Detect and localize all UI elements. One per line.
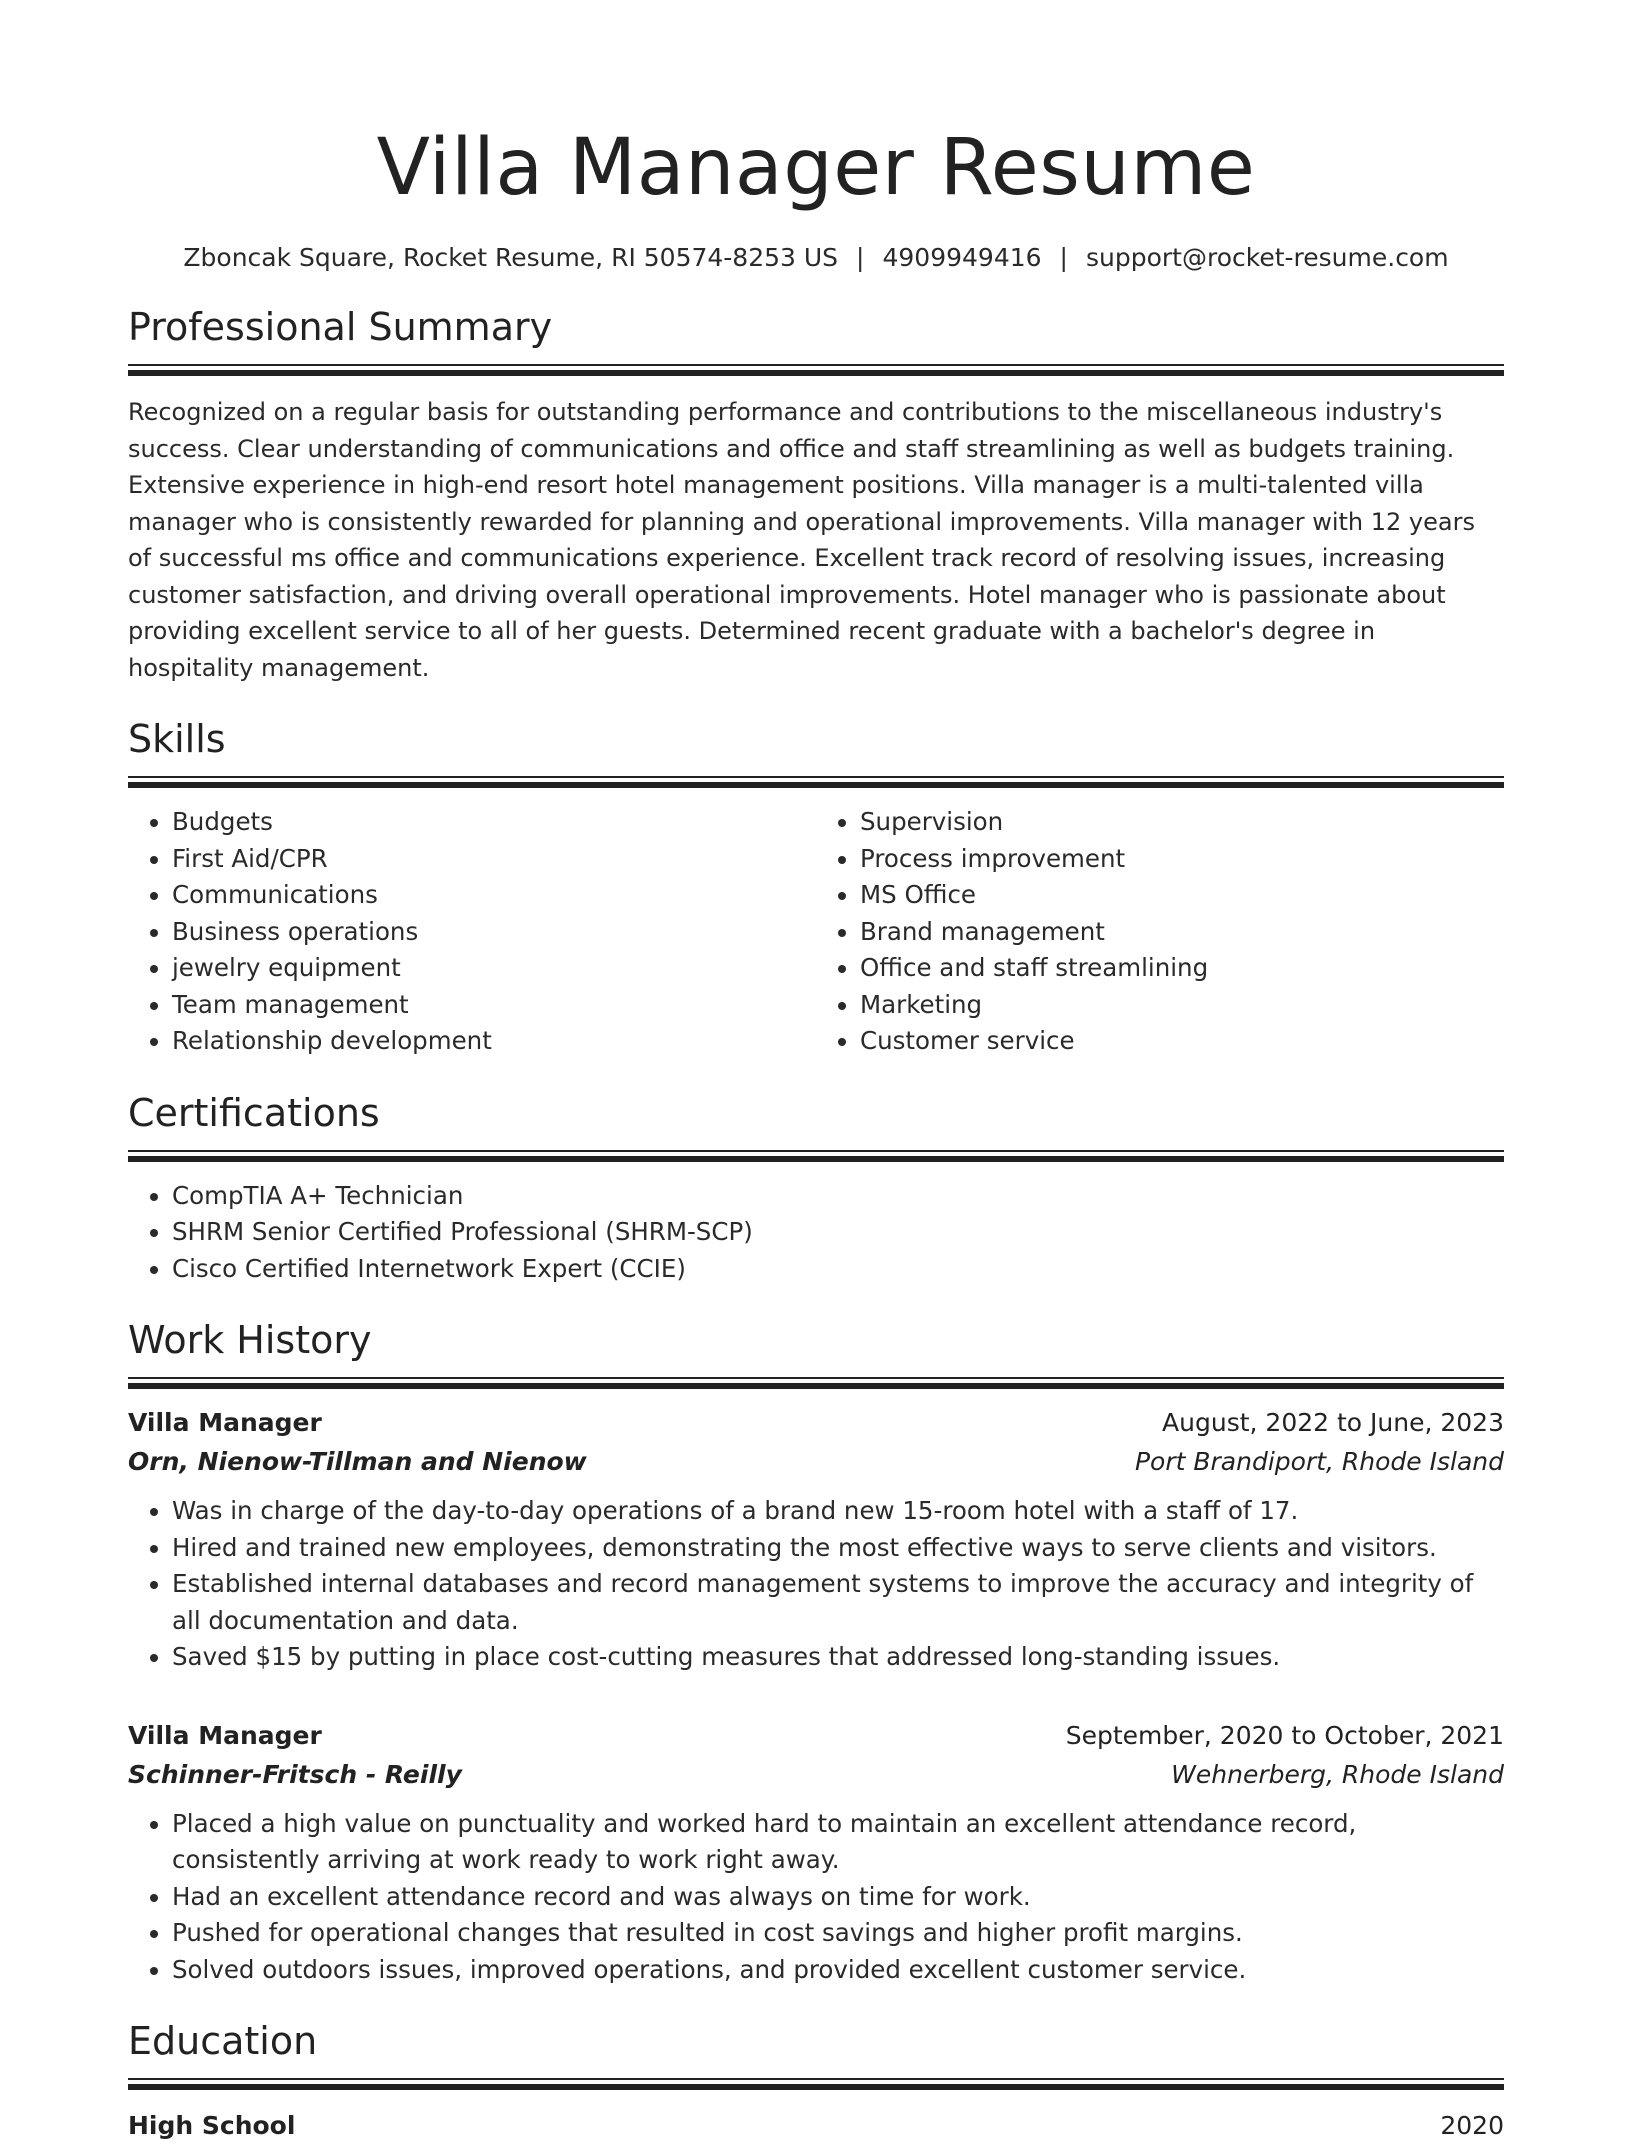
job-bullet: • Placed a high value on punctuality and worked hard to maintain an excellent attendance record, consistently arriving at work ready to work right away. xyxy=(172,1806,1504,1879)
job-bullet: • Had an excellent attendance record and was always on time for work. xyxy=(172,1879,1504,1916)
education-degree: High School xyxy=(128,2111,296,2140)
education-section xyxy=(128,2018,1504,2144)
job-header-row xyxy=(128,1403,1504,1442)
skill-item: • Team management xyxy=(172,987,816,1024)
job-entry xyxy=(128,1716,1504,1989)
job-bullet: • Saved $15 by putting in place cost-cutting measures that addressed long-standing issues. xyxy=(172,1639,1504,1676)
work-history-heading: Work History xyxy=(128,1318,372,1362)
job-bullets xyxy=(128,1806,1504,1989)
job-bullet: • Was in charge of the day-to-day operations of a brand new 15-room hotel with a staff of 17. xyxy=(172,1493,1504,1530)
certification-item: • CompTIA A+ Technician xyxy=(172,1178,1504,1215)
job-bullet: • Hired and trained new employees, demonstrating the most effective ways to serve clients and visitors. xyxy=(172,1530,1504,1567)
skill-item: • Brand management xyxy=(860,914,1504,951)
contact-separator: | xyxy=(856,243,865,272)
summary-heading: Professional Summary xyxy=(128,305,553,349)
skill-item: • jewelry equipment xyxy=(172,950,816,987)
skill-item: • Office and staff streamlining xyxy=(860,950,1504,987)
job-company-row xyxy=(128,1442,1504,1481)
resume-title: Villa Manager Resume xyxy=(376,123,1256,213)
education-row xyxy=(128,2108,1504,2144)
skill-item: • Budgets xyxy=(172,804,816,841)
contact-separator: | xyxy=(1059,243,1068,272)
skill-item: • MS Office xyxy=(860,877,1504,914)
skill-item: • Customer service xyxy=(860,1023,1504,1060)
summary-text: Recognized on a regular basis for outstanding performance and contributions to the miscellaneous industry's success. Clear understanding of communications and office and staff streamlining as well as budgets training. Extensive experience in high-end resort hotel management positions. Villa manager is a multi-talented villa manager who is consistently rewarded for planning and operational improvements. Villa manager with 12 years of successful ms office and communications experience. Excellent track record of resolving issues, increasing customer satisfaction, and driving overall operational improvements. Hotel manager who is passionate about providing excellent service to all of her guests. Determined recent graduate with a bachelor's degree in hospitality management. xyxy=(128,398,1475,682)
certifications-section xyxy=(128,1090,1504,1288)
job-location: Wehnerberg, Rhode Island xyxy=(1171,1759,1504,1789)
job-title: Villa Manager xyxy=(128,1408,322,1437)
skill-item: • Process improvement xyxy=(860,841,1504,878)
summary-section xyxy=(128,304,1504,686)
skill-item: • Relationship development xyxy=(172,1023,816,1060)
certification-item: • SHRM Senior Certified Professional (SHRM-SCP) xyxy=(172,1214,1504,1251)
job-header-row xyxy=(128,1716,1504,1755)
contact-address: Zboncak Square, Rocket Resume, RI 50574-8253 US xyxy=(183,243,839,272)
section-divider xyxy=(128,1150,1504,1164)
section-divider xyxy=(128,776,1504,790)
job-entry xyxy=(128,1403,1504,1676)
skill-item: • Communications xyxy=(172,877,816,914)
job-bullet: • Pushed for operational changes that resulted in cost savings and higher profit margins. xyxy=(172,1915,1504,1952)
contact-line xyxy=(128,242,1504,274)
skill-item: • First Aid/CPR xyxy=(172,841,816,878)
skill-item: • Business operations xyxy=(172,914,816,951)
skill-item: • Supervision xyxy=(860,804,1504,841)
certification-item: • Cisco Certified Internetwork Expert (CCIE) xyxy=(172,1251,1504,1288)
job-title: Villa Manager xyxy=(128,1720,322,1750)
skills-heading: Skills xyxy=(128,717,226,761)
work-history-section xyxy=(128,1317,1504,1988)
job-bullet: • Solved outdoors issues, improved operations, and provided excellent customer service. xyxy=(172,1952,1504,1989)
section-divider xyxy=(128,1377,1504,1391)
skill-item: • Marketing xyxy=(860,987,1504,1024)
certifications-heading: Certifications xyxy=(128,1090,380,1135)
contact-email[interactable]: support@rocket-resume.com xyxy=(1085,243,1449,272)
contact-phone: 4909949416 xyxy=(882,243,1042,272)
job-dates: August, 2022 to June, 2023 xyxy=(1162,1408,1504,1437)
skills-section xyxy=(128,716,1504,1060)
certifications-list xyxy=(128,1178,1504,1288)
skills-list-left xyxy=(128,804,816,1060)
education-heading: Education xyxy=(128,2019,318,2063)
job-company-row xyxy=(128,1755,1504,1794)
job-bullet: • Established internal databases and record management systems to improve the accuracy and integrity of all documentation and data. xyxy=(172,1566,1504,1639)
section-divider xyxy=(128,2078,1504,2092)
job-bullets xyxy=(128,1493,1504,1676)
job-company: Schinner-Fritsch - Reilly xyxy=(128,1759,462,1789)
job-company: Orn, Nienow-Tillman and Nienow xyxy=(128,1447,587,1476)
skills-grid xyxy=(128,790,1504,1060)
job-location: Port Brandiport, Rhode Island xyxy=(1134,1447,1504,1476)
education-year: 2020 xyxy=(1440,2111,1504,2140)
skills-list-right xyxy=(816,804,1504,1060)
section-divider xyxy=(128,364,1504,378)
job-dates: September, 2020 to October, 2021 xyxy=(1065,1720,1504,1750)
